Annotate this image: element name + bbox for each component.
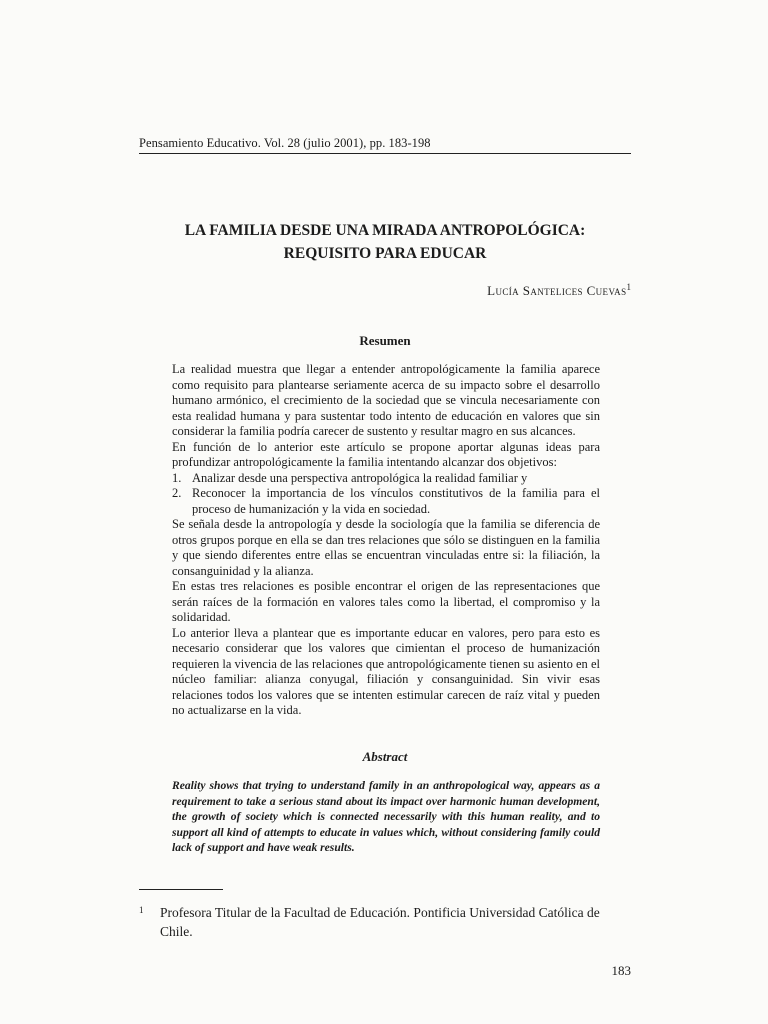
- author-byline: [487, 282, 631, 299]
- objectives-list: [172, 471, 600, 518]
- abstract-heading: Abstract: [362, 749, 408, 764]
- resumen-paragraph-5: Lo anterior lleva a plantear que es importante educar en valores, pero para esto es necesario considerar que los valores que cimientan el proceso de humanización requieren la vivencia de las relaciones que antropológicamente tienen su asiento en el núcleo familiar: alianza conyugal, filiación y consanguinidad. Sin vivir esas relaciones todos los valores que se intenten estimular carecen de raíz vital y pueden no actualizarse en la vida.: [172, 625, 600, 717]
- header-rule: [139, 153, 631, 154]
- page-number: 183: [611, 963, 631, 978]
- footnote-rule: [139, 889, 223, 890]
- resumen-heading: Resumen: [359, 333, 411, 348]
- footnote-text: Profesora Titular de la Facultad de Educación. Pontificia Universidad Católica de Chile.: [160, 905, 600, 939]
- author-footnote-ref: 1: [626, 282, 631, 292]
- abstract-body: Reality shows that trying to understand family in an anthropological way, appears as a requirement to take a serious stand about its impact over harmonic human development, the growth of society which is connected necessarily with this human reality, and to support all kind of attempts to educate in values which, without considering family could lack of support and have weak results.: [172, 779, 600, 854]
- author-name: Lucía Santelices Cuevas: [487, 283, 627, 298]
- title-line-1: LA FAMILIA DESDE UNA MIRADA ANTROPOLÓGICA:: [184, 222, 586, 239]
- article-title: [139, 219, 631, 265]
- objective-item: [172, 471, 600, 487]
- objective-number: 1.: [172, 470, 182, 485]
- resumen-body: [172, 362, 600, 719]
- resumen-paragraph-4: En estas tres relaciones es posible encontrar el origen de las representaciones que serán raíces de la formación en valores tales como la libertad, el compromiso y la solidaridad.: [172, 579, 600, 624]
- footnote-mark: 1: [139, 905, 144, 915]
- objective-number: 2.: [172, 486, 182, 500]
- footnote: [139, 903, 633, 941]
- objective-text: Reconocer la importancia de los vínculos constitutivos de la familia para el proceso de humanización y la vida en sociedad.: [192, 486, 600, 516]
- objective-item: [172, 486, 600, 517]
- resumen-paragraph-2: En función de lo anterior este artículo se propone aportar algunas ideas para profundizar antropológicamente la familia intentando alcanzar dos objetivos:: [172, 439, 600, 469]
- title-line-2: REQUISITO PARA EDUCAR: [283, 245, 487, 262]
- resumen-paragraph-1: La realidad muestra que llegar a entender antropológicamente la familia aparece como requisito para plantearse seriamente acerca de su impacto sobre el desarrollo humano armónico, el crecimiento de la sociedad que se vincula necesariamente con esta realidad humana y para sustentar todo intento de educación en valores que sin considerar la familia podría carecer de sustento y resultar magro en sus alcances.: [172, 362, 600, 438]
- running-head: Pensamiento Educativo. Vol. 28 (julio 2001), pp. 183-198: [139, 136, 431, 150]
- objective-text: Analizar desde una perspectiva antropológica la realidad familiar y: [192, 470, 528, 485]
- resumen-paragraph-3: Se señala desde la antropología y desde la sociología que la familia se diferencia de otros grupos porque en ella se dan tres relaciones que sólo se distinguen en la familia y que siendo diferentes entre ellas se encuentran vinculadas entre si: la filiación, la consanguinidad y la alianza.: [172, 517, 600, 578]
